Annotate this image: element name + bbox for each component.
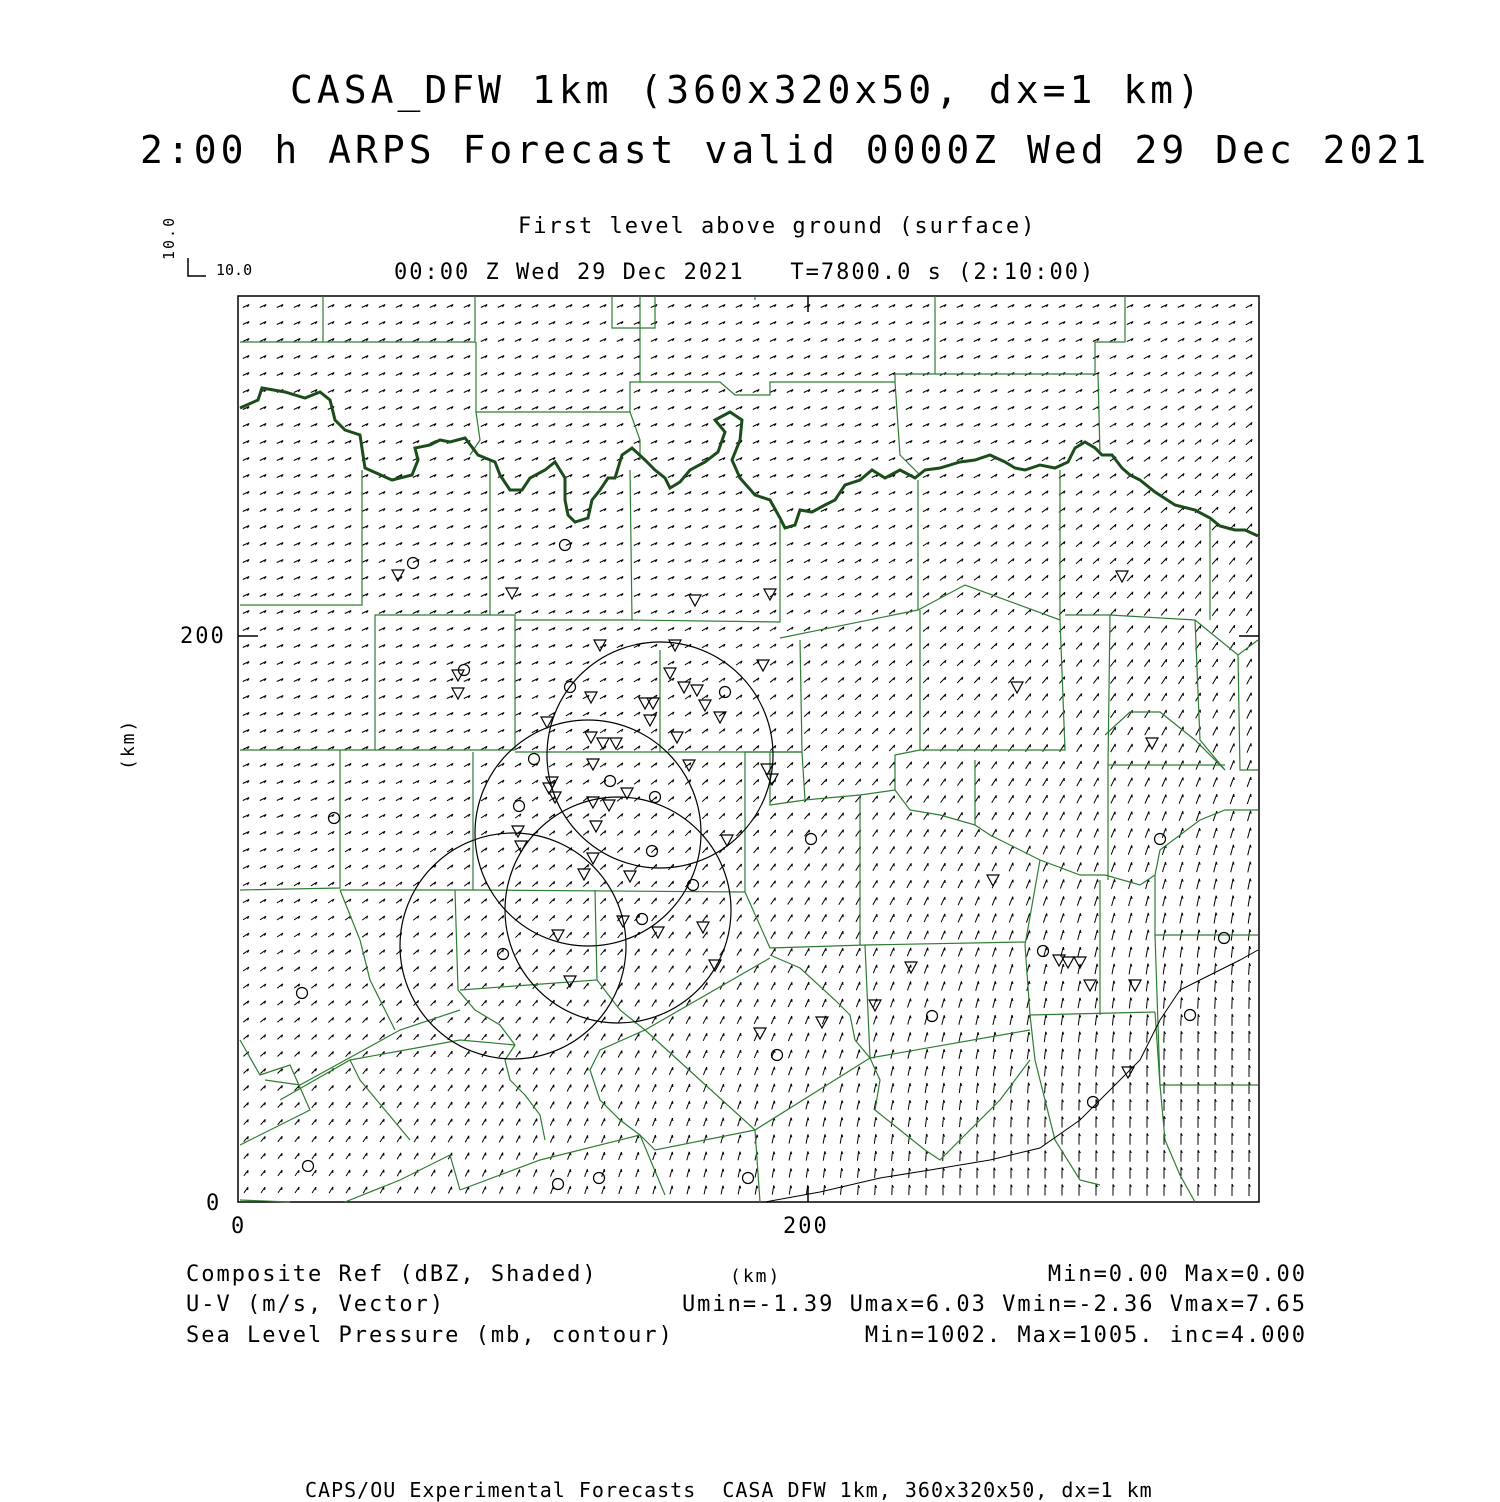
station-circle [514, 801, 525, 812]
station-triangle [683, 760, 695, 771]
station-triangle [644, 715, 656, 726]
legend-field-3: Sea Level Pressure (mb, contour) [186, 1323, 674, 1348]
x-axis-unit: (km) [730, 1266, 782, 1287]
station-circle [560, 540, 571, 551]
station-triangle [587, 759, 599, 770]
station-markers [297, 540, 1230, 1190]
station-circle [297, 988, 308, 999]
station-triangle [671, 732, 683, 743]
station-triangle [669, 640, 681, 651]
reference-vector [188, 258, 206, 276]
station-circle [408, 558, 419, 569]
station-circle [743, 1173, 754, 1184]
station-triangle [585, 692, 597, 703]
station-triangle [452, 688, 464, 699]
legend-stats-2: Umin=-1.39 Umax=6.03 Vmin=-2.36 Vmax=7.65 [681, 1292, 1307, 1317]
x-tick-label-0: 0 [231, 1214, 247, 1239]
station-triangle [597, 738, 609, 749]
station-triangle [1116, 571, 1128, 582]
station-triangle [585, 732, 597, 743]
station-triangle [699, 700, 711, 711]
station-triangle [689, 595, 701, 606]
pressure-contours [765, 950, 1258, 1202]
legend-field-1: Composite Ref (dBZ, Shaded) [186, 1262, 598, 1287]
station-circle [1155, 834, 1166, 845]
station-triangle [506, 588, 518, 599]
station-circle [1038, 946, 1049, 957]
axis-ticks [238, 296, 1259, 1202]
station-circle [927, 1011, 938, 1022]
station-circle [637, 914, 648, 925]
station-triangle [678, 682, 690, 693]
legend-stats-1: Min=0.00 Max=0.00 [1047, 1262, 1307, 1287]
station-circle [303, 1161, 314, 1172]
title-line-1: CASA_DFW 1km (360x320x50, dx=1 km) [290, 68, 1204, 112]
station-circle [1219, 933, 1230, 944]
ref-vector-v-label: 10.0 [160, 215, 178, 260]
station-triangle [639, 698, 651, 709]
station-triangle [709, 960, 721, 971]
time-label: 00:00 Z Wed 29 Dec 2021 T=7800.0 s (2:10:00) [394, 260, 1096, 285]
state-border [240, 388, 1258, 536]
station-triangle [603, 800, 615, 811]
county-borders [240, 296, 1258, 1202]
y-tick-label-0: 0 [206, 1191, 222, 1216]
station-triangle [1011, 682, 1023, 693]
station-circle [647, 846, 658, 857]
y-tick-label-200: 200 [180, 624, 226, 649]
station-triangle [512, 826, 524, 837]
legend-field-2: U-V (m/s, Vector) [186, 1292, 446, 1317]
station-triangle [1084, 980, 1096, 991]
station-triangle [392, 570, 404, 581]
station-triangle [552, 930, 564, 941]
station-circle [650, 792, 661, 803]
plot-frame [238, 296, 1259, 1202]
station-circle [806, 834, 817, 845]
station-triangle [697, 922, 709, 933]
station-triangle [624, 871, 636, 882]
station-circle [1185, 1010, 1196, 1021]
station-triangle [987, 875, 999, 886]
station-triangle [647, 698, 659, 709]
station-triangle [578, 869, 590, 880]
y-axis-unit: (km) [118, 718, 139, 770]
radar-range-rings [400, 642, 773, 1059]
ref-vector-u-label: 10.0 [216, 261, 253, 279]
footer-credit: CAPS/OU Experimental Forecasts CASA DFW 1km, 360x320x50, dx=1 km [305, 1478, 1153, 1502]
station-circle [529, 754, 540, 765]
title-line-2: 2:00 h ARPS Forecast valid 0000Z Wed 29 Dec 2021 [140, 128, 1431, 172]
level-label: First level above ground (surface) [518, 214, 1037, 239]
station-triangle [691, 685, 703, 696]
station-triangle [590, 821, 602, 832]
station-circle [605, 776, 616, 787]
legend-stats-3: Min=1002. Max=1005. inc=4.000 [864, 1323, 1307, 1348]
station-circle [553, 1179, 564, 1190]
station-circle [594, 1173, 605, 1184]
station-triangle [664, 668, 676, 679]
x-tick-label-200: 200 [783, 1214, 829, 1239]
station-circle [329, 813, 340, 824]
station-triangle [721, 835, 733, 846]
station-circle [688, 880, 699, 891]
station-triangle [652, 927, 664, 938]
